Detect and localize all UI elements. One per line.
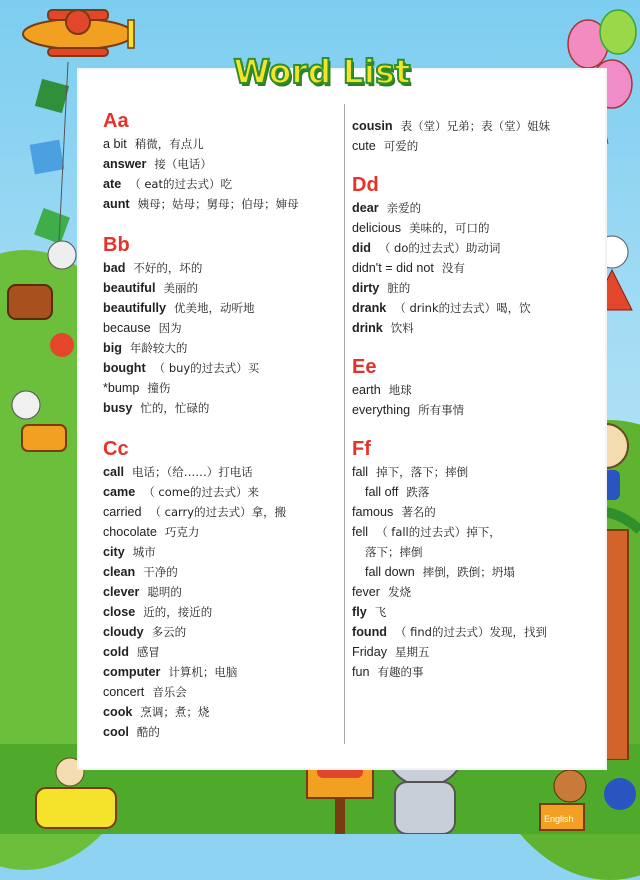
entry-definition: 可爱的: [383, 139, 419, 153]
page-title: Word List: [233, 52, 411, 91]
word-entry: [103, 622, 299, 642]
section-heading: Ee: [352, 356, 377, 378]
word-entry: [352, 116, 550, 136]
entry-definition: 地球: [388, 383, 412, 397]
word-entry: [352, 278, 550, 298]
word-entry: [103, 378, 299, 398]
entry-word: beautiful: [103, 281, 156, 295]
entry-definition: 发烧: [388, 585, 411, 599]
word-entry: [103, 338, 299, 358]
entry-definition: 撞伤: [147, 381, 171, 395]
section-heading: Bb: [103, 234, 130, 256]
word-entry: [352, 502, 550, 522]
entry-definition: 姨母；姑母；舅母；伯母；婶母: [137, 197, 299, 211]
entry-definition: 星期五: [395, 645, 430, 659]
word-entry: [352, 218, 550, 238]
word-entry: [103, 318, 299, 338]
entry-definition: 亲爱的: [386, 201, 422, 215]
entry-definition: 忙的，忙碌的: [140, 401, 210, 415]
left-column: [103, 108, 299, 742]
entry-definition: 有趣的事: [377, 665, 424, 679]
entry-word: clean: [103, 565, 136, 579]
entry-word: a bit: [103, 137, 127, 151]
word-entry: [103, 154, 299, 174]
entry-word: fall: [352, 465, 369, 479]
word-entry: [103, 462, 299, 482]
entry-definition: （ fall的过去式）掉下，: [376, 525, 501, 539]
puzzle-kite-illustration: [28, 62, 78, 262]
word-entry: [352, 198, 550, 218]
word-entry: [103, 682, 299, 702]
entry-definition: 所有事情: [418, 403, 465, 417]
entry-word: aunt: [103, 197, 130, 211]
entry-word: dear: [352, 201, 379, 215]
word-entry: [103, 562, 299, 582]
word-entry: [103, 278, 299, 298]
word-entry: [352, 400, 550, 420]
entry-definition: 年龄较大的: [129, 341, 188, 355]
entry-word: dirty: [352, 281, 380, 295]
entry-word: ate: [103, 177, 122, 191]
word-entry: [103, 134, 299, 154]
word-entry: [103, 174, 299, 194]
section-heading: Cc: [103, 438, 129, 460]
word-entry: [352, 298, 550, 318]
entry-word: Friday: [352, 645, 387, 659]
entry-word: call: [103, 465, 125, 479]
section-heading: Ff: [352, 438, 371, 460]
entry-definition: 接（电话）: [154, 157, 212, 171]
word-entry: [103, 542, 299, 562]
word-entry: [352, 642, 550, 662]
book-label: English: [544, 814, 574, 824]
airplane-illustration: [8, 2, 158, 62]
entry-word: answer: [103, 157, 147, 171]
entry-definition: 因为: [158, 321, 182, 335]
word-entry: [103, 258, 299, 278]
word-entry: [352, 522, 550, 542]
word-entry: [103, 522, 299, 542]
column-divider: [344, 104, 345, 744]
word-entry: [352, 482, 550, 502]
entry-definition: 美味的，可口的: [409, 221, 490, 235]
entry-word: bad: [103, 261, 126, 275]
entry-word: cold: [103, 645, 129, 659]
entry-definition: 计算机；电脑: [168, 665, 238, 679]
entry-word: delicious: [352, 221, 402, 235]
entry-word: close: [103, 605, 136, 619]
word-entry: [103, 502, 299, 522]
entry-word: earth: [352, 383, 381, 397]
word-entry: [103, 398, 299, 418]
entry-definition: 感冒: [136, 645, 160, 659]
entry-definition: 饮料: [390, 321, 414, 335]
entry-word: computer: [103, 665, 161, 679]
entry-word: famous: [352, 505, 394, 519]
entry-definition: 飞: [374, 605, 387, 619]
word-entry: [103, 194, 299, 214]
entry-definition: 掉下，落下；摔倒: [376, 465, 469, 479]
word-entry: [352, 258, 550, 278]
entry-definition: （ come的过去式）来: [143, 485, 260, 499]
section-heading: Aa: [103, 110, 129, 132]
entry-word: drink: [352, 321, 383, 335]
entry-definition: （ do的过去式）助动词: [378, 241, 501, 255]
entry-definition: 不好的，坏的: [133, 261, 203, 275]
section-heading: Dd: [352, 174, 379, 196]
entry-definition: 酷的: [136, 725, 160, 739]
entry-definition: 优美地，动听地: [173, 301, 255, 315]
entry-word: fever: [352, 585, 380, 599]
animals-on-tree-illustration: [2, 235, 82, 465]
entry-word: carried: [103, 505, 142, 519]
entry-definition: 落下；摔倒: [365, 545, 423, 559]
word-entry: [352, 462, 550, 482]
entry-definition: 没有: [441, 261, 465, 275]
entry-definition: 脏的: [387, 281, 411, 295]
word-entry: [103, 642, 299, 662]
entry-word: beautifully: [103, 301, 166, 315]
entry-definition: 音乐会: [152, 685, 187, 699]
entry-definition: 烹调；煮；烧: [140, 705, 210, 719]
entry-definition: 稍微，有点儿: [134, 137, 204, 151]
word-entry: [352, 582, 550, 602]
entry-word: came: [103, 485, 136, 499]
entry-definition: 聪明的: [147, 585, 182, 599]
entry-definition: 多云的: [151, 625, 187, 639]
entry-word: fun: [352, 665, 370, 679]
entry-definition: （ buy的过去式）买: [153, 361, 260, 375]
entry-word: fall off: [365, 485, 399, 499]
entry-word: clever: [103, 585, 140, 599]
word-entry: [352, 562, 550, 582]
entry-word: fly: [352, 605, 367, 619]
entry-word: cool: [103, 725, 129, 739]
word-entry: [103, 358, 299, 378]
entry-word: concert: [103, 685, 145, 699]
entry-word: *bump: [103, 381, 140, 395]
entry-word: drank: [352, 301, 387, 315]
entry-word: busy: [103, 401, 133, 415]
entry-definition: 美丽的: [163, 281, 198, 295]
entry-definition: 近的，接近的: [143, 605, 213, 619]
entry-word: everything: [352, 403, 411, 417]
word-entry: [103, 662, 299, 682]
entry-definition: （ drink的过去式）喝，饮: [394, 301, 531, 315]
word-entry: [352, 602, 550, 622]
word-entry: [352, 542, 550, 562]
word-entry: [103, 702, 299, 722]
right-column: [352, 116, 550, 682]
entry-word: big: [103, 341, 122, 355]
entry-definition: 跌落: [406, 485, 430, 499]
reading-bear-illustration: [520, 764, 640, 834]
word-entry: [103, 602, 299, 622]
word-entry: [103, 482, 299, 502]
entry-definition: 著名的: [401, 505, 436, 519]
word-entry: [352, 136, 550, 156]
entry-word: bought: [103, 361, 146, 375]
entry-word: cousin: [352, 119, 393, 133]
word-entry: [352, 380, 550, 400]
entry-word: cloudy: [103, 625, 144, 639]
entry-definition: 城市: [132, 545, 156, 559]
entry-definition: （ eat的过去式）吃: [129, 177, 232, 191]
entry-word: cook: [103, 705, 133, 719]
entry-definition: 干净的: [143, 565, 178, 579]
entry-word: fell: [352, 525, 369, 539]
word-entry: [103, 722, 299, 742]
entry-definition: 巧克力: [164, 525, 200, 539]
entry-definition: （ carry的过去式）拿，搬: [149, 505, 287, 519]
entry-word: didn't = did not: [352, 261, 434, 275]
entry-word: did: [352, 241, 371, 255]
entry-definition: 表（堂）兄弟；表（堂）姐妹: [400, 119, 551, 133]
entry-definition: 电话；（给……）打电话: [132, 465, 253, 479]
word-entry: [352, 318, 550, 338]
entry-definition: 摔倒，跌倒；坍塌: [422, 565, 515, 579]
entry-word: chocolate: [103, 525, 157, 539]
word-entry: [103, 298, 299, 318]
word-entry: [352, 662, 550, 682]
entry-word: fall down: [365, 565, 415, 579]
word-entry: [103, 582, 299, 602]
entry-definition: （ find的过去式）发现，找到: [394, 625, 547, 639]
word-entry: [352, 622, 550, 642]
word-entry: [352, 238, 550, 258]
entry-word: found: [352, 625, 387, 639]
entry-word: because: [103, 321, 151, 335]
entry-word: city: [103, 545, 125, 559]
entry-word: cute: [352, 139, 376, 153]
